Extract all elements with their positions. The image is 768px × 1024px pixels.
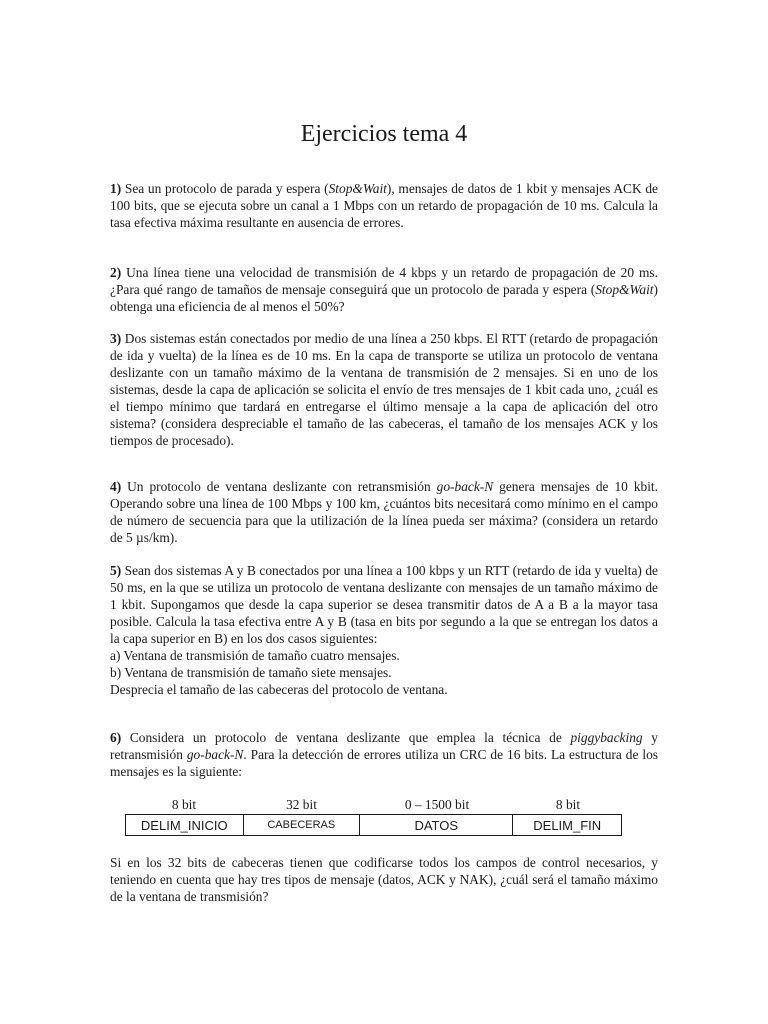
exercise-text: Considera un protocolo de ventana deslizante que emplea la técnica de — [129, 730, 571, 745]
exercise-text: Sean dos sistemas A y B conectados por una línea a 100 kbps y un RTT (retardo de ida y vuelta) de 50 ms, en la que se utiliza un protocolo de ventana deslizante con mensajes de un tamaño máximo de 1 kbit. Supongamos que desde la capa superior se desea transmitir datos de A a B a la mayor tasa posible. Calcula la tasa efectiva entre A y B (tasa en bits por segundo a la que se entregan los datos a la capa superior en B) en los dos casos siguientes: — [110, 563, 658, 646]
exercise-5 — [110, 562, 658, 698]
exercise-number: 5) — [110, 563, 122, 578]
exercise-1 — [110, 180, 658, 231]
frame-field-row — [125, 814, 622, 836]
frame-field-cell: DATOS — [360, 815, 513, 835]
frame-size-label: 8 bit — [171, 797, 197, 812]
exercise-4 — [110, 478, 658, 546]
exercise-note: Desprecia el tamaño de las cabeceras del protocolo de ventana. — [110, 682, 448, 697]
exercise-italic: Stop&Wait — [595, 282, 654, 297]
frame-structure-table — [125, 796, 622, 836]
frame-field-cell: DELIM_INICIO — [126, 815, 244, 835]
exercise-text: . Para la detección de errores utiliza un CRC de 16 bits. La estructura de los mensajes es la siguiente: — [110, 747, 658, 779]
exercise-italic: go-back-N — [186, 747, 244, 762]
exercise-6-question: Si en los 32 bits de cabeceras tienen que codificarse todos los campos de control necesarios, y teniendo en cuenta que hay tres tipos de mensaje (datos, ACK y NAK), ¿cuál será el tamaño máximo de la ventana de transmisión? — [110, 855, 658, 904]
exercise-case-a: a) Ventana de transmisión de tamaño cuatro mensajes. — [110, 648, 400, 663]
frame-size-label: 0 – 1500 bit — [404, 797, 470, 812]
exercise-text: ) obtenga una eficiencia de al menos el 50%? — [110, 282, 658, 314]
frame-size-row — [125, 796, 622, 814]
frame-size-label: 32 bit — [286, 797, 317, 812]
frame-size-label: 8 bit — [555, 797, 581, 812]
exercise-number: 4) — [110, 479, 122, 494]
page-title: Ejercicios tema 4 — [300, 121, 468, 147]
exercise-case-b: b) Ventana de transmisión de tamaño siete mensajes. — [110, 665, 392, 680]
exercise-text: Dos sistemas están conectados por medio de una línea a 250 kbps. El RTT (retardo de propagación de ida y vuelta) de la línea es de 10 ms. En la capa de transporte se utiliza un protocolo de ventana deslizante con un tamaño máximo de la ventana de transmisión de 2 mensajes. Si en uno de los sistemas, desde la capa de aplicación se solicita el envío de tres mensajes de 1 kbit cada uno, ¿cuál es el tiempo mínimo que tardará en entregarse el último mensaje a la capa de aplicación del otro sistema? (considera despreciable el tamaño de las cabeceras, el tamaño de los mensajes ACK y los tiempos de procesado). — [110, 331, 658, 448]
exercise-number: 3) — [110, 331, 122, 346]
exercise-text: Un protocolo de ventana deslizante con retransmisión — [127, 479, 437, 494]
frame-field-cell: DELIM_FIN — [533, 817, 602, 833]
exercise-text: Una línea tiene una velocidad de transmisión de 4 kbps y un retardo de propagación de 20 ms. ¿Para qué rango de tamaños de mensaje conseguirá que un protocolo de parada y espera ( — [110, 265, 658, 297]
exercise-text: y retransmisión — [110, 730, 658, 762]
exercise-number: 1) — [110, 181, 122, 196]
exercise-italic: piggybacking — [570, 730, 643, 745]
exercise-text: ), mensajes de datos de 1 kbit y mensajes ACK de 100 bits, que se ejecuta sobre un canal a 1 Mbps con un retardo de propagación de 10 ms. Calcula la tasa efectiva máxima resultante en ausencia de errores. — [110, 181, 658, 230]
exercise-text: Sea un protocolo de parada y espera ( — [124, 181, 329, 196]
exercise-number: 6) — [110, 730, 122, 745]
frame-field-cell: CABECERAS — [244, 815, 361, 835]
exercise-3 — [110, 330, 658, 449]
exercise-number: 2) — [110, 265, 122, 280]
exercise-italic: Stop&Wait — [328, 181, 387, 196]
exercise-italic: go-back-N — [436, 479, 494, 494]
exercise-text: genera mensajes de 10 kbit. Operando sobre una línea de 100 Mbps y 100 km, ¿cuántos bits necesitará como mínimo en el campo de número de secuencia para que la utilización de la línea pueda ser máxima? (considera un retardo de 5 µs/km). — [110, 479, 659, 545]
exercise-6 — [110, 729, 658, 780]
exercise-2 — [110, 264, 658, 315]
